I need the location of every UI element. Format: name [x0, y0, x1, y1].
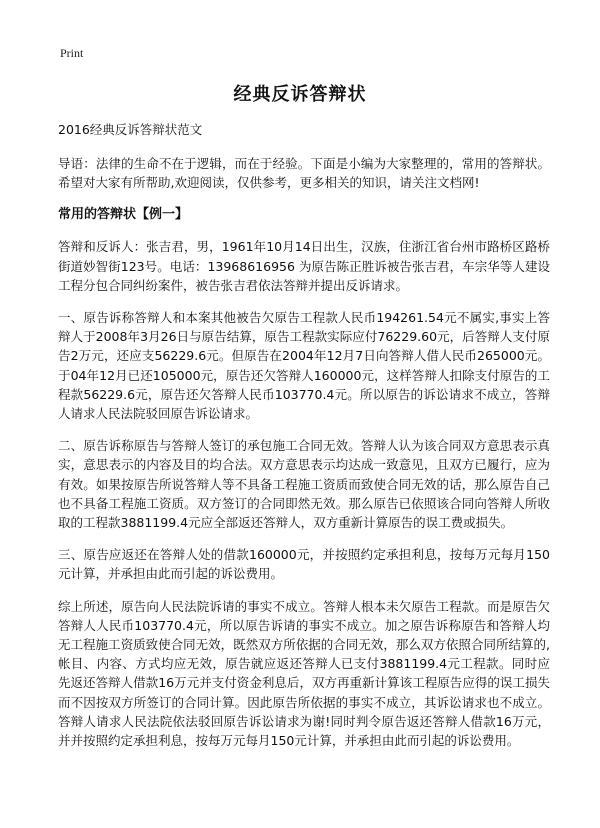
document-body — [58, 120, 550, 763]
print-link[interactable]: Print — [60, 46, 84, 60]
paragraph-point-two: 二、原告诉称原告与答辩人签订的承包施工合同无效。答辩人认为该合同双方意思表示真实，意思表示的内容及目的均合法。双方意思表示均达成一致意见，且双方已履行，应为有效。如果按原告所说答辩人等不具备工程施工资质而致使合同无效的话，那么原告自己也不具备工程施工资质。双方签订的合同即然无效。那么原告已依照该合同向答辩人所收取的工程款3881199.4元应全部返还答辩人，双方重新计算原告的误工费或损失。 — [58, 438, 550, 531]
intro-paragraph: 导语：法律的生命不在于逻辑，而在于经验。下面是小编为大家整理的，常用的答辩状。希望对大家有所帮助,欢迎阅读，仅供参考，更多相关的知识，请关注文档网! — [58, 156, 550, 191]
document-title: 经典反诉答辩状 — [233, 84, 367, 105]
paragraph-point-one: 一、原告诉称答辩人和本案其他被告欠原告工程款人民币194261.54元不属实,事实上答辩人于2008年3月26日与原告结算，原告工程款实际应付76229.60元，后答辩人支付原告2万元，还应支56229.6元。但原告在2004年12月7日向答辩人借人民币265000元。于04年12月已还105000元，原告还欠答辩人160000元，这样答辩人扣除支付原告的工程款56229.6元，原告还欠答辩人民币103770.4元。所以原告的诉讼请求不成立，答辩人请求人民法院驳回原告诉讼请求。 — [58, 310, 550, 422]
section-heading: 常用的答辩状【例一】 — [58, 207, 189, 223]
paragraph-conclusion: 综上所述，原告向人民法院诉请的事实不成立。答辩人根本未欠原告工程款。而是原告欠答辩人人民币103770.4元，所以原告诉请的事实不成立。加之原告诉称原告和答辩人均无工程施工资质致使合同无效，既然双方所依据的合同无效，那么双方依照合同所结算的,帐目、内容、方式均应无效，原告就应返还答辩人已支付3881199.4元工程款。同时应先返还答辩人借款16万元并支付资金利息后，双方再重新计算该工程原告应得的误工损失而不因按双方所签订的合同计算。因此原告所依据的事实不成立，其诉讼请求也不成立。答辩人请求人民法院依法驳回原告诉讼请求为谢!同时判令原告返还答辩人借款16万元，并并按照约定承担利息，按每万元每月150元计算，并承担由此而引起的诉讼费用。 — [58, 598, 550, 749]
paragraph-point-three: 三、原告应返还在答辩人处的借款160000元，并按照约定承担利息，按每万元每月150元计算，并承担由此而引起的诉讼费用。 — [58, 547, 550, 582]
document-subtitle: 2016经典反诉答辩状范文 — [58, 122, 203, 137]
paragraph-defendant-info: 答辩和反诉人：张吉君，男，1961年10月14日出生，汉族，住浙江省台州市路桥区路桥街道妙智街123号。电话：13968616956 为原告陈正胜诉被告张吉君，车宗华等人建设工程分包合同纠纷案件，被告张吉君依法答辩并提出反诉请求。 — [58, 239, 550, 293]
